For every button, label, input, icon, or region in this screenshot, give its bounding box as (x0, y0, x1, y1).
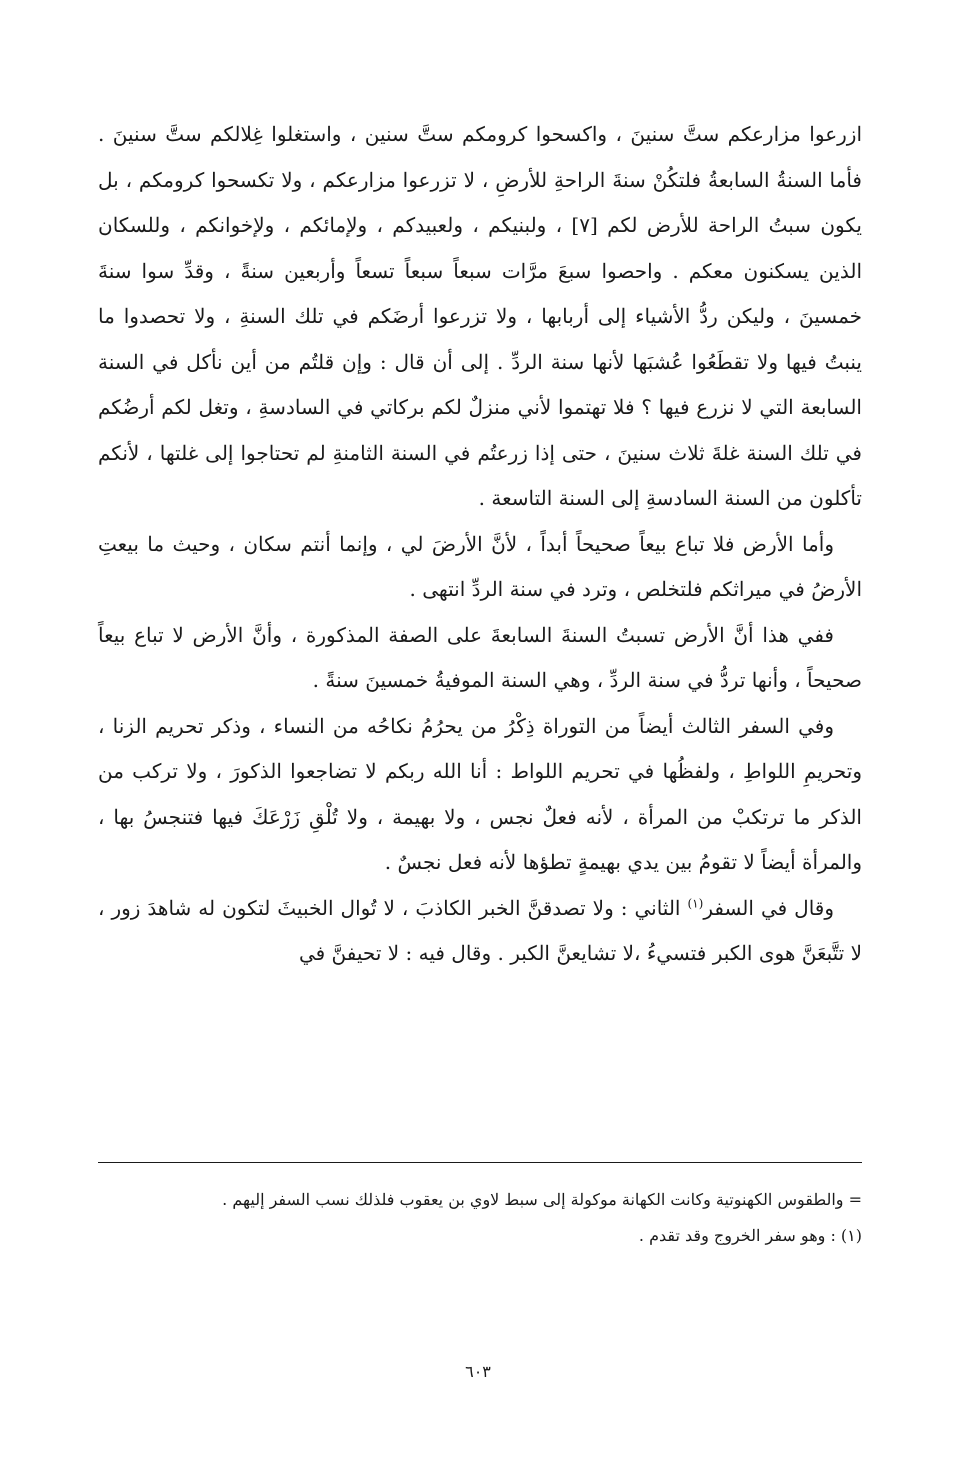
paragraph-5-rest: الثاني : ولا تصدقنَّ الخبر الكاذبَ ، لا تُوال الخبيثَ لتكون له شاهدَ زور ، لا تتَّبعَنَّ هوى الكبر فتسيءُ ،لا تشايعنَّ الكبر . وقال فيه : لا تحيفنَّ في (98, 895, 862, 965)
paragraph-1: ازرعوا مزارعكم ستَّ سنينَ ، واكسحوا كرومكم ستَّ سنين ، واستغلوا غِلالكم ستَّ سنينَ . فأما السنةُ السابعةُ فلتكُنْ سنةَ الراحةِ للأرضِ ، لا تزرعوا مزارعكم ، ولا تكسحوا كرومكم ، بل يكون سبتُ الراحة للأرض لكم [٧] ، ولبنيكم ، ولعبيدكم ، ولإمائكم ، ولإخوانكم ، وللسكان الذين يسكنون معكم . واحصوا سبعَ مرَّات سبعاً سبعاً تسعاً وأربعين سنةً ، وقدِّ سوا سنةَ خمسينَ ، وليكن ردُّ الأشياء إلى أربابها ، ولا تزرعوا أرضَكم في تلك السنةِ ، ولا تحصدوا ما ينبتُ فيها ولا تقطَعُوا عُشبَها لأنها سنة الردِّ . إلى أن قال : وإن قلتُم من أين نأكل في السنة السابعة التي لا نزرع فيها ؟ فلا تهتموا لأني منزلٌ لكم بركاتي في السادسةِ ، وتغل لكم أرضُكم في تلك السنة غلةَ ثلاث سنينَ ، حتى إذا زرعتُم في السنة الثامنةِ لم تحتاجوا إلى غلتها ، لأنكم تأكلون من السنة السادسةِ إلى السنة التاسعة . (98, 122, 862, 510)
footnote-marker: (١) (687, 895, 704, 910)
main-text (98, 112, 862, 977)
footnote-separator (98, 1162, 862, 1163)
paragraph-3: ففي هذا أنَّ الأرض تسبتُ السنةَ السابعةَ على الصفة المذكورة ، وأنَّ الأرض لا تباع بيعاً صحيحاً ، وأنها تردُّ في سنة الردِّ ، وهي السنة الموفيةُ خمسينَ سنةً . (98, 622, 862, 692)
footnote-continuation: = والطقوس الكهنوتية وكانت الكهانة موكولة إلى سبط لاوي بن يعقوب فلذلك نسب السفر إليهم . (222, 1190, 862, 1209)
paragraph-5 (98, 886, 862, 977)
paragraph-2: وأما الأرض فلا تباع بيعاً صحيحاً أبداً ، لأنَّ الأرضَ لي ، وإنما أنتم سكان ، وحيث ما بيعتِ الأرضُ في ميراثكم فلتخلص ، وترد في سنة الردِّ انتهى . (98, 531, 862, 601)
footnotes (98, 1182, 862, 1254)
paragraph-5-start: وقال في السفر (703, 895, 835, 920)
footnote-1: (١) : وهو سفر الخروج وقد تقدم . (638, 1226, 862, 1245)
page-number: ٦٠٣ (465, 1362, 491, 1381)
paragraph-4: وفي السفر الثالث أيضاً من التوراة ذِكْرُ من يحرُمُ نكاحُه من النساء ، وذكر تحريم الزنا ، وتحريمِ اللواطِ ، ولفظُها في تحريم اللواط : أنا الله ربكم لا تضاجعوا الذكورَ ، ولا تركب من الذكر ما ترتكبْ من المرأة ، لأنه فعلٌ نجس ، ولا بهيمة ، ولا تُلْقِ زَرْعَكَ فيها فتنجسُ بها ، والمرأة أيضاً لا تقومُ بين يدي بهيمةٍ تطؤها لأنه فعل نجسٌ . (98, 713, 862, 874)
